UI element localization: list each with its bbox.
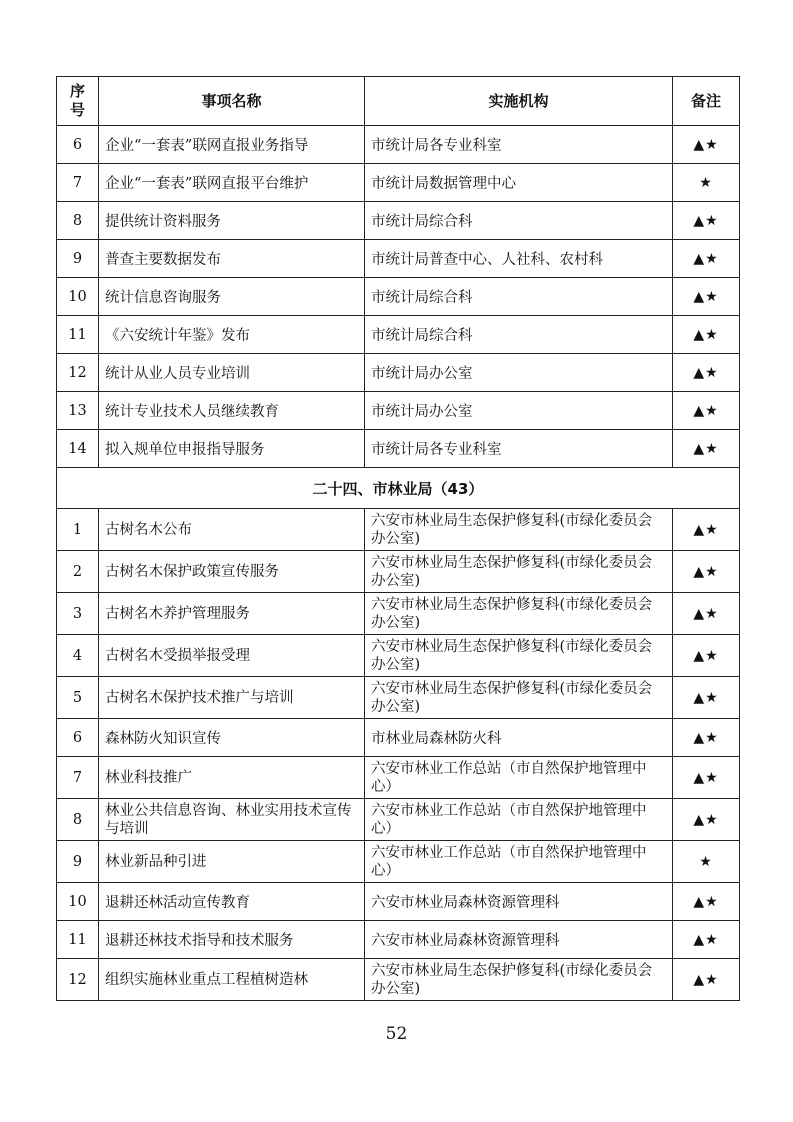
row-number: 10 <box>57 278 99 316</box>
remark-symbols: ▲★ <box>673 719 740 757</box>
item-name: 提供统计资料服务 <box>99 202 365 240</box>
table-row <box>57 799 740 841</box>
table-row <box>57 959 740 1001</box>
item-name: 拟入规单位申报指导服务 <box>99 430 365 468</box>
remark-symbols: ▲★ <box>673 392 740 430</box>
table-row <box>57 677 740 719</box>
row-number: 9 <box>57 240 99 278</box>
item-name: 企业“一套表”联网直报平台维护 <box>99 164 365 202</box>
implementing-agency: 市林业局森林防火科 <box>365 719 673 757</box>
implementing-agency: 六安市林业局生态保护修复科(市绿化委员会办公室) <box>365 551 673 593</box>
section-title: 二十四、市林业局（43） <box>57 468 740 509</box>
row-number: 5 <box>57 677 99 719</box>
table-row <box>57 392 740 430</box>
item-name: 退耕还林技术指导和技术服务 <box>99 921 365 959</box>
implementing-agency: 六安市林业工作总站（市自然保护地管理中心） <box>365 841 673 883</box>
table-row <box>57 316 740 354</box>
implementing-agency: 市统计局综合科 <box>365 278 673 316</box>
row-number: 10 <box>57 883 99 921</box>
remark-symbols: ▲★ <box>673 278 740 316</box>
remark-symbols: ★ <box>673 841 740 883</box>
item-name: 森林防火知识宣传 <box>99 719 365 757</box>
row-number: 1 <box>57 509 99 551</box>
item-name: 古树名木保护政策宣传服务 <box>99 551 365 593</box>
item-name: 普查主要数据发布 <box>99 240 365 278</box>
implementing-agency: 六安市林业局生态保护修复科(市绿化委员会办公室) <box>365 509 673 551</box>
table-row <box>57 921 740 959</box>
table-row <box>57 164 740 202</box>
remark-symbols: ▲★ <box>673 430 740 468</box>
item-name: 古树名木养护管理服务 <box>99 593 365 635</box>
table-row <box>57 719 740 757</box>
item-name: 古树名木保护技术推广与培训 <box>99 677 365 719</box>
remark-symbols: ★ <box>673 164 740 202</box>
table-row <box>57 551 740 593</box>
remark-symbols: ▲★ <box>673 316 740 354</box>
table-row <box>57 126 740 164</box>
row-number: 14 <box>57 430 99 468</box>
item-name: 林业科技推广 <box>99 757 365 799</box>
remark-symbols: ▲★ <box>673 509 740 551</box>
row-number: 11 <box>57 316 99 354</box>
table-body <box>57 126 740 1001</box>
table-row <box>57 509 740 551</box>
table-header-row <box>57 77 740 126</box>
table-row <box>57 202 740 240</box>
item-name: 统计专业技术人员继续教育 <box>99 392 365 430</box>
row-number: 7 <box>57 757 99 799</box>
implementing-agency: 六安市林业工作总站（市自然保护地管理中心） <box>365 757 673 799</box>
row-number: 2 <box>57 551 99 593</box>
implementing-agency: 六安市林业局生态保护修复科(市绿化委员会办公室) <box>365 593 673 635</box>
implementing-agency: 六安市林业工作总站（市自然保护地管理中心） <box>365 799 673 841</box>
item-name: 统计信息咨询服务 <box>99 278 365 316</box>
header-org: 实施机构 <box>365 77 673 126</box>
row-number: 8 <box>57 799 99 841</box>
remark-symbols: ▲★ <box>673 354 740 392</box>
row-number: 12 <box>57 959 99 1001</box>
remark-symbols: ▲★ <box>673 883 740 921</box>
header-name: 事项名称 <box>99 77 365 126</box>
table-row <box>57 635 740 677</box>
row-number: 4 <box>57 635 99 677</box>
item-name: 《六安统计年鉴》发布 <box>99 316 365 354</box>
implementing-agency: 市统计局各专业科室 <box>365 126 673 164</box>
implementing-agency: 六安市林业局生态保护修复科(市绿化委员会办公室) <box>365 677 673 719</box>
row-number: 11 <box>57 921 99 959</box>
row-number: 8 <box>57 202 99 240</box>
row-number: 6 <box>57 126 99 164</box>
row-number: 7 <box>57 164 99 202</box>
table-row <box>57 883 740 921</box>
item-name: 古树名木公布 <box>99 509 365 551</box>
remark-symbols: ▲★ <box>673 240 740 278</box>
row-number: 3 <box>57 593 99 635</box>
implementing-agency: 市统计局数据管理中心 <box>365 164 673 202</box>
implementing-agency: 市统计局普查中心、人社科、农村科 <box>365 240 673 278</box>
row-number: 12 <box>57 354 99 392</box>
implementing-agency: 六安市林业局生态保护修复科(市绿化委员会办公室) <box>365 635 673 677</box>
implementing-agency: 六安市林业局森林资源管理科 <box>365 883 673 921</box>
remark-symbols: ▲★ <box>673 202 740 240</box>
remark-symbols: ▲★ <box>673 635 740 677</box>
implementing-agency: 六安市林业局生态保护修复科(市绿化委员会办公室) <box>365 959 673 1001</box>
remark-symbols: ▲★ <box>673 757 740 799</box>
item-name: 企业“一套表”联网直报业务指导 <box>99 126 365 164</box>
row-number: 6 <box>57 719 99 757</box>
item-name: 古树名木受损举报受理 <box>99 635 365 677</box>
remark-symbols: ▲★ <box>673 551 740 593</box>
item-name: 林业公共信息咨询、林业实用技术宣传与培训 <box>99 799 365 841</box>
table-row <box>57 430 740 468</box>
table-row <box>57 841 740 883</box>
implementing-agency: 市统计局办公室 <box>365 354 673 392</box>
implementing-agency: 六安市林业局森林资源管理科 <box>365 921 673 959</box>
remark-symbols: ▲★ <box>673 921 740 959</box>
remark-symbols: ▲★ <box>673 959 740 1001</box>
row-number: 9 <box>57 841 99 883</box>
remark-symbols: ▲★ <box>673 126 740 164</box>
table-row <box>57 278 740 316</box>
remark-symbols: ▲★ <box>673 799 740 841</box>
item-name: 林业新品种引进 <box>99 841 365 883</box>
remark-symbols: ▲★ <box>673 677 740 719</box>
implementing-agency: 市统计局办公室 <box>365 392 673 430</box>
table-row <box>57 593 740 635</box>
implementing-agency: 市统计局各专业科室 <box>365 430 673 468</box>
table-row <box>57 757 740 799</box>
table-row <box>57 240 740 278</box>
header-num: 序号 <box>57 77 99 126</box>
header-note: 备注 <box>673 77 740 126</box>
page-number: 52 <box>385 1024 408 1044</box>
implementing-agency: 市统计局综合科 <box>365 202 673 240</box>
item-name: 统计从业人员专业培训 <box>99 354 365 392</box>
remark-symbols: ▲★ <box>673 593 740 635</box>
row-number: 13 <box>57 392 99 430</box>
service-items-table <box>56 76 740 1001</box>
implementing-agency: 市统计局综合科 <box>365 316 673 354</box>
item-name: 退耕还林活动宣传教育 <box>99 883 365 921</box>
table-row <box>57 354 740 392</box>
item-name: 组织实施林业重点工程植树造林 <box>99 959 365 1001</box>
section-header-row <box>57 468 740 509</box>
